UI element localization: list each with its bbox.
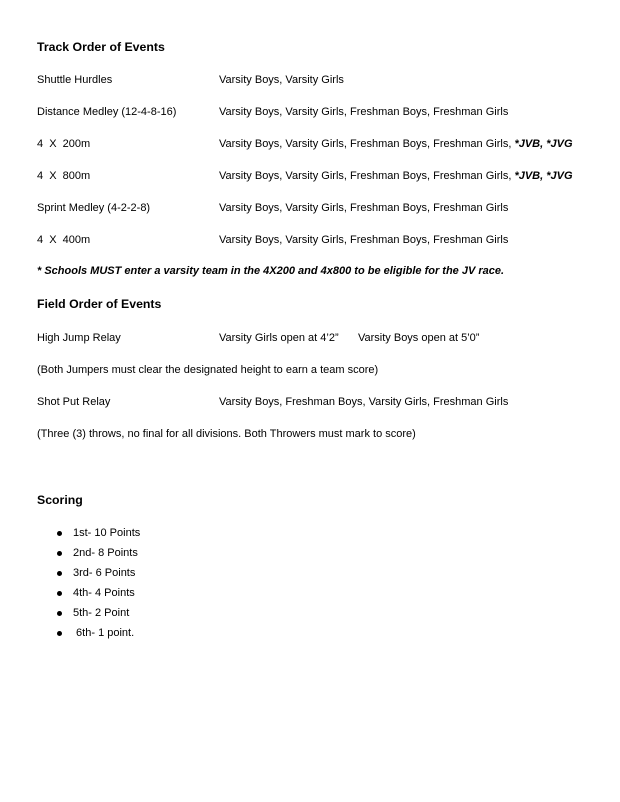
field-section-title: Field Order of Events bbox=[37, 297, 162, 311]
jv-eligibility-note: * Schools MUST enter a varsity team in the 4X200 and 4x800 to be eligible for the JV race. bbox=[37, 265, 505, 277]
bullet-icon bbox=[57, 531, 62, 536]
girls-open-height: Varsity Girls open at 4’2” bbox=[219, 332, 339, 344]
bullet-icon bbox=[57, 591, 62, 596]
event-divisions: Varsity Boys, Varsity Girls bbox=[219, 74, 344, 86]
list-item-text: 2nd- 8 Points bbox=[73, 547, 138, 559]
bullet-icon bbox=[57, 631, 62, 636]
divisions-text: Varsity Boys, Varsity Girls, Freshman Boys, Freshman Girls, bbox=[219, 138, 515, 150]
list-item-text: 5th- 2 Point bbox=[73, 607, 130, 619]
jv-divisions: *JVB, *JVG bbox=[514, 170, 573, 182]
event-name: High Jump Relay bbox=[37, 332, 121, 344]
event-name: Shuttle Hurdles bbox=[37, 74, 113, 86]
event-name: Shot Put Relay bbox=[37, 396, 111, 408]
jv-divisions: *JVB, *JVG bbox=[514, 138, 573, 150]
high-jump-note: (Both Jumpers must clear the designated height to earn a team score) bbox=[37, 364, 379, 376]
event-divisions bbox=[219, 138, 573, 150]
event-divisions: Varsity Boys, Varsity Girls, Freshman Boys, Freshman Girls bbox=[219, 106, 509, 118]
divisions-text: Varsity Boys, Varsity Girls, Freshman Boys, Freshman Girls, bbox=[219, 170, 515, 182]
event-name: 4 X 200m bbox=[37, 138, 91, 150]
boys-open-height: Varsity Boys open at 5’0” bbox=[358, 332, 480, 344]
event-divisions: Varsity Boys, Freshman Boys, Varsity Girls, Freshman Girls bbox=[219, 396, 509, 408]
shot-put-note: (Three (3) throws, no final for all divisions. Both Throwers must mark to score) bbox=[37, 428, 416, 440]
event-name: 4 X 400m bbox=[37, 234, 91, 246]
bullet-icon bbox=[57, 571, 62, 576]
event-name: 4 X 800m bbox=[37, 170, 91, 182]
list-item-text: 6th- 1 point. bbox=[73, 627, 135, 639]
event-divisions: Varsity Boys, Varsity Girls, Freshman Boys, Freshman Girls bbox=[219, 202, 509, 214]
list-item-text: 4th- 4 Points bbox=[73, 587, 135, 599]
bullet-icon bbox=[57, 611, 62, 616]
event-divisions bbox=[219, 170, 573, 182]
track-section-title: Track Order of Events bbox=[37, 40, 165, 54]
list-item-text: 3rd- 6 Points bbox=[73, 567, 136, 579]
event-divisions: Varsity Boys, Varsity Girls, Freshman Boys, Freshman Girls bbox=[219, 234, 509, 246]
event-name: Distance Medley (12-4-8-16) bbox=[37, 106, 177, 118]
event-name: Sprint Medley (4-2-2-8) bbox=[37, 202, 151, 214]
scoring-section-title: Scoring bbox=[37, 493, 83, 507]
bullet-icon bbox=[57, 551, 62, 556]
list-item-text: 1st- 10 Points bbox=[73, 527, 141, 539]
